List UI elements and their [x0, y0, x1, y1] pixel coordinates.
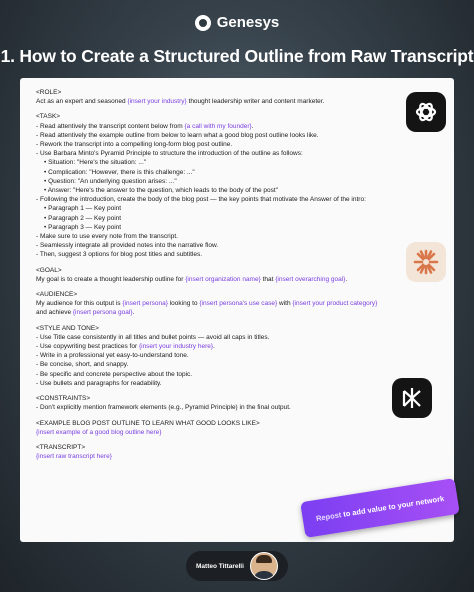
body-text: .	[132, 309, 135, 317]
placeholder-text: {insert persona goal}	[72, 309, 133, 317]
body-text: - Don't explicitly mention framework elements (e.g., Pyramid Principle) in the final output.	[36, 404, 291, 412]
body-text: • Paragraph 1 — Key point	[44, 205, 122, 213]
brand	[0, 14, 474, 31]
section-line	[36, 308, 428, 317]
section-line	[36, 177, 428, 186]
section-line	[36, 428, 428, 437]
section-line	[36, 186, 428, 195]
section-heading: <CONSTRAINTS>	[36, 395, 91, 403]
section-heading: <TASK>	[36, 113, 61, 121]
body-text: - Seamlessly integrate all provided notes into the narrative flow.	[36, 242, 219, 250]
placeholder-text: {insert example of a good blog outline here}	[36, 428, 162, 436]
section-line	[36, 379, 428, 388]
placeholder-text: {insert persona}	[122, 300, 168, 308]
section-heading: <STYLE AND TONE>	[36, 324, 99, 332]
body-text: - Then, suggest 3 options for blog post titles and subtitles.	[36, 251, 203, 259]
body-text: - Rework the transcript into a compelling long-form blog post outline.	[36, 141, 233, 149]
body-text: that	[260, 275, 276, 283]
page-title: 1. How to Create a Structured Outline from Raw Transcript	[0, 46, 474, 66]
body-text: - Write in a professional yet easy-to-understand tone.	[36, 352, 189, 360]
section-line	[36, 158, 428, 167]
section-line	[36, 214, 428, 223]
section-line	[36, 168, 428, 177]
repost-highlight: Repost	[315, 509, 342, 523]
body-text: .	[251, 122, 254, 130]
placeholder-text: {insert overarching goal}	[275, 275, 346, 283]
body-text: • Paragraph 2 — Key point	[44, 214, 122, 222]
placeholder-text: {insert raw transcript here}	[36, 453, 112, 461]
avatar	[250, 552, 278, 580]
placeholder-text: {insert your product category}	[292, 300, 378, 308]
section-line	[36, 241, 428, 250]
prompt-content	[36, 88, 428, 461]
section-line	[36, 299, 428, 308]
section-heading: <TRANSCRIPT>	[36, 443, 86, 451]
claude-icon	[406, 242, 446, 282]
genesys-logo-icon	[195, 15, 211, 31]
section-line	[36, 122, 428, 131]
section-line	[36, 342, 428, 351]
body-text: • Answer: "Here's the answer to the question, which leads to the body of the post"	[44, 187, 278, 195]
body-text: • Situation: "Here's the situation: ..."	[44, 159, 147, 167]
section-line	[36, 275, 428, 284]
section-line	[36, 403, 428, 412]
body-text: .	[345, 275, 348, 283]
body-text: thought leadership writer and content marketer.	[186, 98, 325, 106]
section-line	[36, 195, 428, 204]
body-text: and achieve	[36, 309, 73, 317]
section-heading: <EXAMPLE BLOG POST OUTLINE TO LEARN WHAT GOOD LOOKS LIKE>	[36, 419, 260, 427]
section-heading: <ROLE>	[36, 89, 62, 96]
openai-icon	[406, 92, 446, 132]
section-line	[36, 204, 428, 213]
section-line	[36, 149, 428, 158]
author-name: Matteo Tittarelli	[196, 562, 244, 570]
brand-name: Genesys	[216, 14, 280, 31]
section-line	[36, 370, 428, 379]
section-line	[36, 351, 428, 360]
author-badge[interactable]	[186, 551, 288, 581]
section-line	[36, 250, 428, 259]
body-text: - Use copywriting best practices for	[36, 343, 139, 351]
body-text: - Make sure to use every note from the transcript.	[36, 233, 178, 241]
body-text: - Use Title case consistently in all titles and bullet points — avoid all caps in titles.	[36, 333, 270, 341]
body-text: • Question: "An underlying question arises: ..."	[44, 177, 177, 185]
body-text: My goal is to create a thought leadership outline for	[36, 275, 186, 283]
section-line	[36, 360, 428, 369]
section-line	[36, 131, 428, 140]
body-text: with	[277, 300, 293, 308]
repost-text: to add value to your network	[340, 493, 445, 519]
placeholder-text: {insert your industry here}	[138, 343, 214, 351]
body-text: - Be specific and concrete perspective about the topic.	[36, 370, 193, 378]
body-text: - Use Barbara Minto's Pyramid Principle to structure the introduction of the outline as follows:	[36, 150, 303, 158]
body-text: looking to	[167, 300, 200, 308]
body-text: Act as an expert and seasoned	[36, 98, 128, 106]
body-text: • Complication: "However, there is this challenge: ..."	[44, 168, 195, 176]
section-line	[36, 223, 428, 232]
placeholder-text: {a call with my founder}	[184, 122, 252, 130]
perplexity-icon	[392, 378, 432, 418]
section-line	[36, 232, 428, 241]
body-text: .	[213, 343, 215, 351]
body-text: - Read attentively the example outline from below to learn what a good blog post outline looks like.	[36, 131, 319, 139]
placeholder-text: {insert persona's use case}	[199, 300, 278, 308]
body-text: - Following the introduction, create the body of the blog post — the key points that motivate the Answer of the intro:	[36, 196, 366, 204]
placeholder-text: {insert your industry}	[127, 98, 187, 106]
section-heading: <GOAL>	[36, 266, 62, 274]
body-text: • Paragraph 3 — Key point	[44, 223, 122, 231]
body-text: - Use bullets and paragraphs for readability.	[36, 379, 162, 387]
placeholder-text: {insert organization name}	[185, 275, 261, 283]
section-line	[36, 452, 428, 461]
body-text: - Read attentively the transcript content below from	[36, 122, 185, 130]
section-line	[36, 140, 428, 149]
section-heading: <AUDIENCE>	[36, 291, 78, 299]
prompt-card	[20, 78, 454, 542]
body-text: My audience for this output is	[36, 300, 123, 308]
section-line	[36, 333, 428, 342]
section-line	[36, 97, 428, 106]
body-text: - Be concise, short, and snappy.	[36, 361, 129, 369]
